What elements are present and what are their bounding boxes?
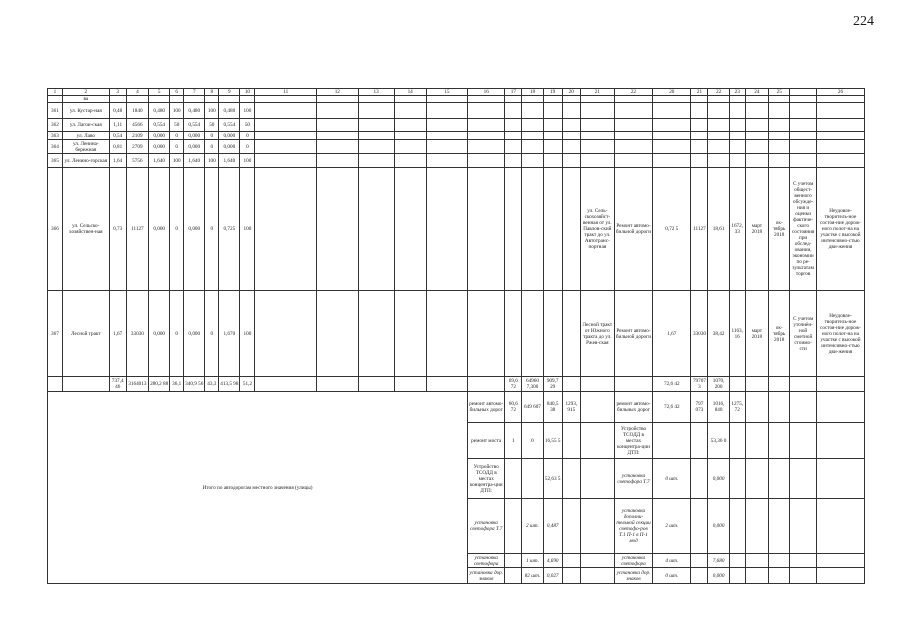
header-cell: 11 [255, 89, 317, 96]
header-cell: 26 [816, 89, 864, 96]
header-cell: 20 [653, 89, 691, 96]
header-cell: 25 [769, 89, 790, 96]
cell [562, 568, 580, 584]
cell: 0,554 [184, 119, 205, 132]
cell: 0,000 [149, 168, 170, 291]
cell: установка дор. знаков [469, 569, 504, 582]
street-name: Лесной тракт [62, 291, 109, 377]
header-cell: 19 [543, 89, 562, 96]
cell: 0,725 [219, 168, 240, 291]
cell: ок-тябрь 2018 [769, 291, 790, 377]
cell: 1163, 16 [729, 291, 745, 377]
cell: 0,000 [149, 132, 170, 140]
cell: 33030 [691, 291, 708, 377]
cell: 1672, 33 [729, 168, 745, 291]
cell [729, 568, 745, 584]
cell [691, 499, 708, 554]
row-number: 361 [48, 103, 63, 119]
cell: 50 [205, 119, 219, 132]
cell: 0,54 [109, 132, 126, 140]
cell: 0,487 [543, 499, 562, 554]
cell [729, 554, 745, 568]
header-cell: 9 [219, 89, 240, 96]
header-cell [790, 89, 817, 96]
cell: 3164013 [126, 377, 148, 392]
cell: 50 [240, 119, 255, 132]
cell: 340,9 56 [184, 377, 205, 392]
cell: 100 [240, 154, 255, 168]
header-cell: 24 [745, 89, 768, 96]
cell: 1,640 [184, 154, 205, 168]
cell [691, 554, 708, 568]
cell: 0,554 [149, 119, 170, 132]
cell: 36,1 [170, 377, 184, 392]
cell: 797073 [691, 377, 708, 392]
cell: 0 [170, 140, 184, 154]
cell: 0 [240, 132, 255, 140]
street-name: ул. Ленина-бережная [62, 140, 109, 154]
cell [522, 459, 543, 499]
cell: 11127 [691, 168, 708, 291]
cell: 0 [205, 291, 219, 377]
cell: 280,2 88 [149, 377, 170, 392]
cell: установка светофора Т.7 [614, 459, 652, 499]
cell: 1293, 915 [562, 392, 580, 423]
cell: 50 [170, 119, 184, 132]
table-row [48, 140, 865, 154]
table-row [48, 154, 865, 168]
cell [691, 459, 708, 499]
header-cell: 4 [126, 89, 148, 96]
header-cell: 2 [62, 89, 109, 96]
cell: 1,640 [149, 154, 170, 168]
cell: март 2018 [745, 168, 768, 291]
street-name: ва [62, 96, 109, 103]
table-row [48, 291, 865, 377]
header-cell: 7 [184, 89, 205, 96]
row-number: 366 [48, 168, 63, 291]
cell [505, 568, 522, 584]
street-name: ул. Лагои-ская [62, 119, 109, 132]
header-cell: 3 [109, 89, 126, 96]
cell: 7,680 [708, 554, 729, 568]
cell: 1,67 [653, 291, 691, 377]
cell: 43,3 [205, 377, 219, 392]
cell: 4,690 [543, 554, 562, 568]
row-number: 367 [48, 291, 63, 377]
header-cell: 16 [468, 89, 505, 96]
cell [729, 499, 745, 554]
cell: 413,5 98 [219, 377, 240, 392]
cell: 0,000 [184, 140, 205, 154]
header-cell: 14 [394, 89, 426, 96]
header-cell: 15 [426, 89, 467, 96]
cell: 60,6 72 [505, 392, 522, 423]
cell: 0,000 [184, 291, 205, 377]
cell: 0 [170, 291, 184, 377]
cell [729, 423, 745, 459]
header-cell: 1 [48, 89, 63, 96]
cell: 52,63 5 [543, 459, 562, 499]
cell: ремонт моста [468, 423, 505, 459]
work-type: Ремонт автомо-бильной дороги [614, 168, 652, 291]
cell: 0,480 [149, 103, 170, 119]
cell: 1,64 [109, 154, 126, 168]
cell: 0,480 [219, 103, 240, 119]
cell [562, 423, 580, 459]
header-cell: 8 [205, 89, 219, 96]
cell: 100 [240, 291, 255, 377]
cell: 100 [240, 168, 255, 291]
cell: 1840 [126, 103, 148, 119]
header-cell: 18 [522, 89, 543, 96]
cell: 1,11 [109, 119, 126, 132]
cell: 0,48 [109, 103, 126, 119]
table-row [48, 103, 865, 119]
cell [505, 459, 522, 499]
cell: 649 607 [522, 392, 543, 423]
cell: установка светофора [468, 554, 505, 568]
condition-note: Неудовле-творитель-ное состоя-ние дорож-ного полот-на на участке с высокой интенсивно-стью дви-жения [816, 291, 864, 377]
cell: установка светофора [614, 554, 652, 568]
row-number: 365 [48, 154, 63, 168]
cell: 2709 [126, 140, 148, 154]
work-type: Ремонт автомо-бильной дороги [614, 291, 652, 377]
cell: 1070, 200 [708, 377, 729, 392]
road-repair-table [47, 88, 865, 584]
header-cell: 21 [580, 89, 614, 96]
cell: ремонт автомо-бильных дорог [468, 392, 505, 423]
cell: 0,000 [149, 140, 170, 154]
header-cell: 17 [505, 89, 522, 96]
header-cell: 22 [614, 89, 652, 96]
cell: 0,81 [109, 140, 126, 154]
header-cell: 5 [149, 89, 170, 96]
cell: 0,000 [219, 140, 240, 154]
cell: 0,480 [184, 103, 205, 119]
cell: 18,61 [708, 168, 729, 291]
cell [691, 568, 708, 584]
road-section: ул. Сель-скохозяйст-венная от ул. Павлов-ский тракт до ул. Автотранс-портная [580, 168, 614, 291]
cell: 1,640 [219, 154, 240, 168]
cell: 797 073 [691, 392, 708, 423]
cell: 0,000 [708, 568, 729, 584]
condition-note: Неудовле-творитель-ное состоя-ние дорож-ного полот-на на участке с высокой интенсивно-стью дви-жения [816, 168, 864, 291]
cell: 2 шт. [653, 499, 691, 554]
cell [729, 459, 745, 499]
cell: 100 [205, 154, 219, 168]
cell: 100 [170, 154, 184, 168]
street-name: ул. Ленино-горская [62, 154, 109, 168]
cell: ремонт автомо-бильных дорог [614, 392, 652, 423]
cell: 64960 7,300 [522, 377, 543, 392]
table-row [48, 132, 865, 140]
table-row [48, 168, 865, 291]
cell: 0,000 [184, 132, 205, 140]
cell [562, 554, 580, 568]
cell: 5756 [126, 154, 148, 168]
cell [562, 499, 580, 554]
cell: 737,4 46 [109, 377, 126, 392]
cell: 0,554 [219, 119, 240, 132]
cell: 1 [505, 423, 522, 459]
cell: 0,73 [109, 168, 126, 291]
header-cell: 13 [358, 89, 394, 96]
cell: 0 [205, 168, 219, 291]
cell: 0 шт. [653, 459, 691, 499]
header-cell: 21 [691, 89, 708, 96]
road-section: Лесной тракт от Южного тракта до ул. Ржев-ская [580, 291, 614, 377]
cell: 0 [205, 140, 219, 154]
cell: 100 [170, 103, 184, 119]
cell: 4566 [126, 119, 148, 132]
row-number: 362 [48, 119, 63, 132]
street-name: ул. Сельско-хозяйствен-ная [62, 168, 109, 291]
cell: установка светофора Т.7 [468, 499, 505, 554]
cell: 69,6 72 [505, 377, 522, 392]
cell: 2 шт. [522, 499, 543, 554]
cell: 0 [522, 423, 543, 459]
cell: 0,000 [708, 499, 729, 554]
cell: 72,6 42 [653, 392, 691, 423]
cell: 0 [170, 168, 184, 291]
cell: 100 [205, 103, 219, 119]
cell: 1016, 840 [708, 392, 729, 423]
cell: ок-тябрь 2018 [769, 168, 790, 291]
basis-note: С учетом общест-венного обсужде-ния и оценки фактиче-ского состояния при обслед-овании, экономии по ре-зультатам торгов [790, 168, 817, 291]
header-cell: 22 [708, 89, 729, 96]
cell: 0,000 [708, 459, 729, 499]
header-cell: 12 [317, 89, 358, 96]
cell: 0 [240, 140, 255, 154]
header-cell: 6 [170, 89, 184, 96]
row-number: 364 [48, 140, 63, 154]
table-row [48, 119, 865, 132]
cell: 4 шт. [653, 554, 691, 568]
table-row [48, 96, 865, 103]
summary-row [48, 392, 865, 423]
cell: 1,67 [109, 291, 126, 377]
cell: 100 [240, 103, 255, 119]
cell: 51,2 [240, 377, 255, 392]
cell: 0,027 [543, 568, 562, 584]
cell: 33030 [126, 291, 148, 377]
cell: Устройство ТСОДД в местах концентра-ции ДТП: [614, 423, 652, 459]
cell: 2109 [126, 132, 148, 140]
cell: 0,72 5 [653, 168, 691, 291]
cell: 840,5 38 [543, 392, 562, 423]
header-cell: 10 [240, 89, 255, 96]
basis-note: С учетом уточнён-ной сметной стоимо-сти [790, 291, 817, 377]
street-name: ул. Кустар-ная [62, 103, 109, 119]
cell [505, 499, 522, 554]
header-cell: 23 [729, 89, 745, 96]
row-number: 363 [48, 132, 63, 140]
cell: 909,7 29 [543, 377, 562, 392]
cell: 0 [205, 132, 219, 140]
cell: 1 шт. [522, 554, 543, 568]
cell [691, 423, 708, 459]
cell: 53,36 0 [708, 423, 729, 459]
cell: март 2018 [745, 291, 768, 377]
cell: 0,000 [184, 168, 205, 291]
cell: 1,670 [219, 291, 240, 377]
cell: установка дополни-тельной секции светофо-ров Т.1 П-1 в П-1 мод [614, 499, 652, 554]
cell: 16,55 5 [543, 423, 562, 459]
cell: 0,000 [149, 291, 170, 377]
street-name: ул. Лаво [62, 132, 109, 140]
total-label: Итого по автодорогам местного значения (улицы) [48, 392, 468, 584]
cell: 0 шт. [653, 568, 691, 584]
cell [653, 423, 691, 459]
cell [562, 459, 580, 499]
cell: установка дор. знаков [614, 568, 652, 584]
cell: 0 [170, 132, 184, 140]
cell: 0,000 [219, 132, 240, 140]
cell: 72,6 42 [653, 377, 691, 392]
cell: 1275, 72 [729, 392, 745, 423]
page-number: 224 [853, 14, 874, 29]
cell: Устройство ТСОДД в местах концентра-ции ДТП: [468, 459, 505, 499]
cell [505, 554, 522, 568]
cell: 82 шт. [522, 568, 543, 584]
cell: 11127 [126, 168, 148, 291]
header-row [48, 89, 865, 96]
totals-row [48, 377, 865, 392]
cell: 38,42 [708, 291, 729, 377]
header-cell: 20 [562, 89, 580, 96]
